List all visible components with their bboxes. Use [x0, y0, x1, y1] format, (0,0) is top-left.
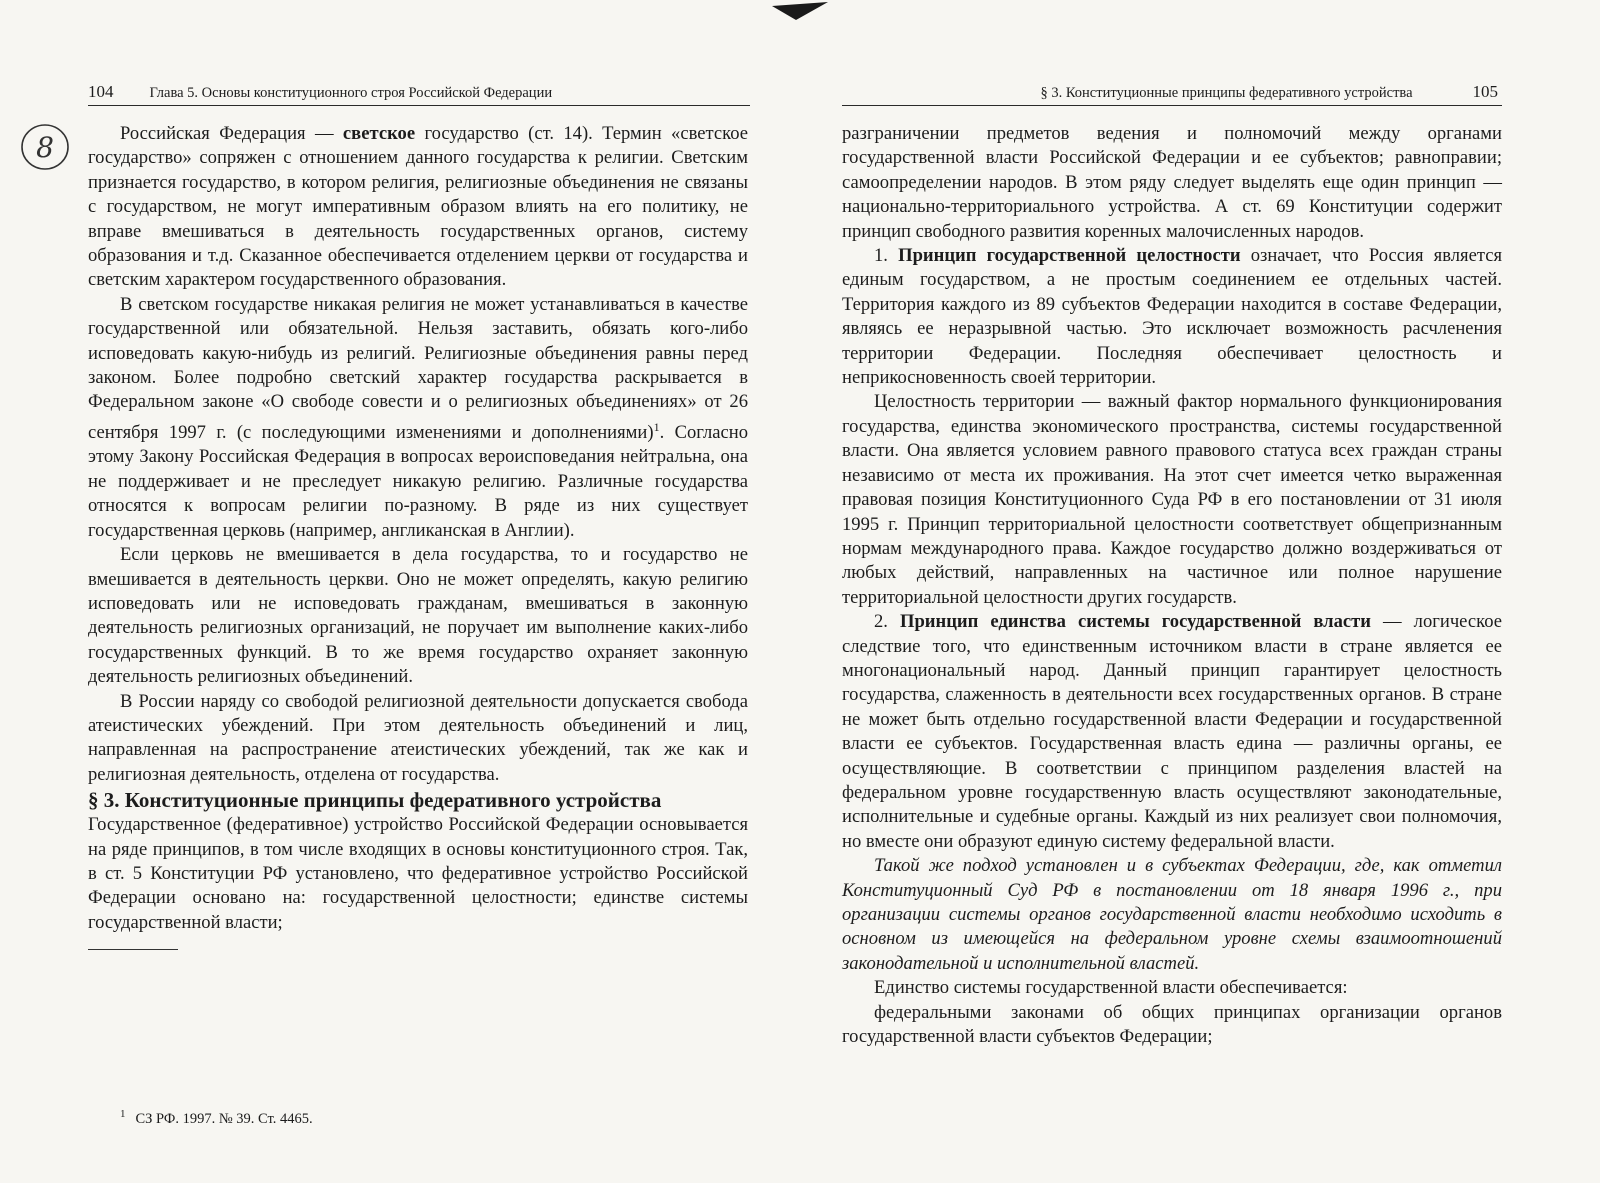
right-paragraph-1: разграничении предметов ведения и полномочий между органами государственной власти Российской Федерации и ее субъектов; равноправии; самоопределении народов. В этом ряду следует выделять еще один принцип — национально-территориального устройства. А ст. 69 Конституции содержит принцип свободного развития коренных малочисленных народов. — [842, 123, 1502, 242]
right-paragraph-2: 1. Принцип государственной целостности означает, что Россия является единым государством, а не простым соединением ее отдельных частей. Территория каждого из 89 субъектов Федерации находится в составе Федерации, являясь ее неразрывной частью. Это исключает возможность расчленения территории Федерации. Последняя обеспечивает целостность и неприкосновенность своей территории. — [842, 245, 1502, 389]
footnote-divider — [88, 949, 178, 950]
footnote-text: СЗ РФ. 1997. № 39. Ст. 4465. — [135, 1110, 313, 1127]
right-body-text — [842, 122, 1502, 1049]
left-running-header — [88, 74, 750, 106]
footnote-reference: 1 — [653, 419, 660, 434]
handwritten-circle-mark — [18, 120, 72, 174]
left-paragraph-1: Российская Федерация — светское государство (ст. 14). Термин «светское государство» сопряжен с отношением данного государства к религии. Светским признается государство, в котором религия, религиозные объединения не связаны с государством, не могут императивным образом влиять на его политику, не вправе вмешиваться в деятельность государственных органов, систему образования и т.д. Сказанное обеспечивается отделением церкви от государства и светским характером государственного образования. — [88, 123, 748, 291]
right-paragraph-7: федеральными законами об общих принципах организации органов государственной власти субъектов Федерации; — [842, 1001, 1502, 1048]
left-page-number: 104 — [88, 82, 114, 101]
right-page-number: 105 — [1472, 82, 1498, 101]
right-running-header — [842, 74, 1502, 106]
left-paragraph-3: Если церковь не вмешивается в дела государства, то и государство не вмешивается в деятельность церкви. Оно не может определять, какую религию исповедовать или не исповедовать гражданам, вмешиваться в законную деятельность религиозных организаций, не поручает им выполнение каких-либо государственных функций. В то же время государство охраняет законную деятельность религиозных объединений. — [88, 544, 748, 688]
left-paragraph-4: В России наряду со свободой религиозной деятельности допускается свобода атеистических убеждений. При этом деятельность объединений и лиц, направленная на распространение атеистических убеждений, так же как и религиозная деятельность, отделена от государства. — [88, 690, 748, 785]
left-paragraph-2: В светском государстве никакая религия не может устанавливаться в качестве государственной или обязательной. Нельзя заставить, обязать кого-либо исповедовать какую-нибудь из религий. Религиозные объединения равны перед законом. Более подробно светский характер государства раскрывается в Федеральном законе «О свободе совести и о религиозных объединениях» от 26 сентября 1997 г. (с последующими изменениями и дополнениями)$^1$. Согласно этому Закону Российская Федерация в вопросах вероисповедания нейтральна, она не поддерживает и не преследует никакую религию. Различные государства относятся к вопросам религии по-разному. В ряде из них существует государственная церковь (например, англиканская в Англии). — [88, 293, 748, 541]
footnote-mark: 1 — [120, 1108, 126, 1120]
margin-note: 8 — [36, 131, 54, 164]
left-body-text — [88, 122, 748, 950]
left-paragraph-5: Государственное (федеративное) устройство Российской Федерации основывается на ряде принципов, в том числе входящих в основы конституционного строя. Так, в ст. 5 Конституции РФ установлено, что федеративное устройство Российской Федерации основано на: государственной целостности; единстве системы государственной власти; — [88, 814, 748, 933]
footnote — [120, 1108, 313, 1128]
right-running-head: § 3. Конституционные принципы федеративного устройства — [1040, 85, 1413, 101]
right-paragraph-3: Целостность территории — важный фактор нормального функционирования государства, единства экономического пространства, системы государственной власти. Она является условием равного правового статуса всех граждан страны независимо от места их проживания. На этот счет имеется четко выраженная правовая позиция Конституционного Суда РФ в его постановлении от 31 июля 1995 г. Принцип территориальной целостности соответствует общепризнанным нормам международного права. Каждое государство должно воздерживаться от любых действий, направленных на частичное или полное нарушение территориальной целостности других государств. — [842, 391, 1502, 608]
right-paragraph-4: 2. Принцип единства системы государственной власти — логическое следствие того, что единственным источником власти в стране является ее многонациональный народ. Данный принцип гарантирует целостность государства, слаженность в деятельности всех государственных органов. В стране не может быть отдельно государственной власти Федерации и государственной власти ее субъектов. Государственная власть едина — различны органы, ее осуществляющие. В соответствии с принципом разделения властей на федеральном уровне государственную власть осуществляют законодательные, исполнительные и судебные органы. Каждый из них реализует свои полномочия, но вместе они образуют единую систему федеральной власти. — [842, 611, 1503, 852]
section-title: § 3. Конституционные принципы федеративного устройства — [88, 788, 662, 813]
right-paragraph-6: Единство системы государственной власти обеспечивается: — [874, 977, 1348, 999]
left-running-head: Глава 5. Основы конституционного строя Российской Федерации — [149, 85, 553, 101]
right-paragraph-5: Такой же подход установлен и в субъектах Федерации, где, как отметил Конституционный Суд РФ в постановлении от 18 января 1996 г., при организации системы органов государственной власти необходимо исходить в основном из имеющейся на федеральном уровне схемы взаимоотношений законодательной и исполнительной властей. — [842, 855, 1502, 974]
right-page — [800, 0, 1600, 1183]
